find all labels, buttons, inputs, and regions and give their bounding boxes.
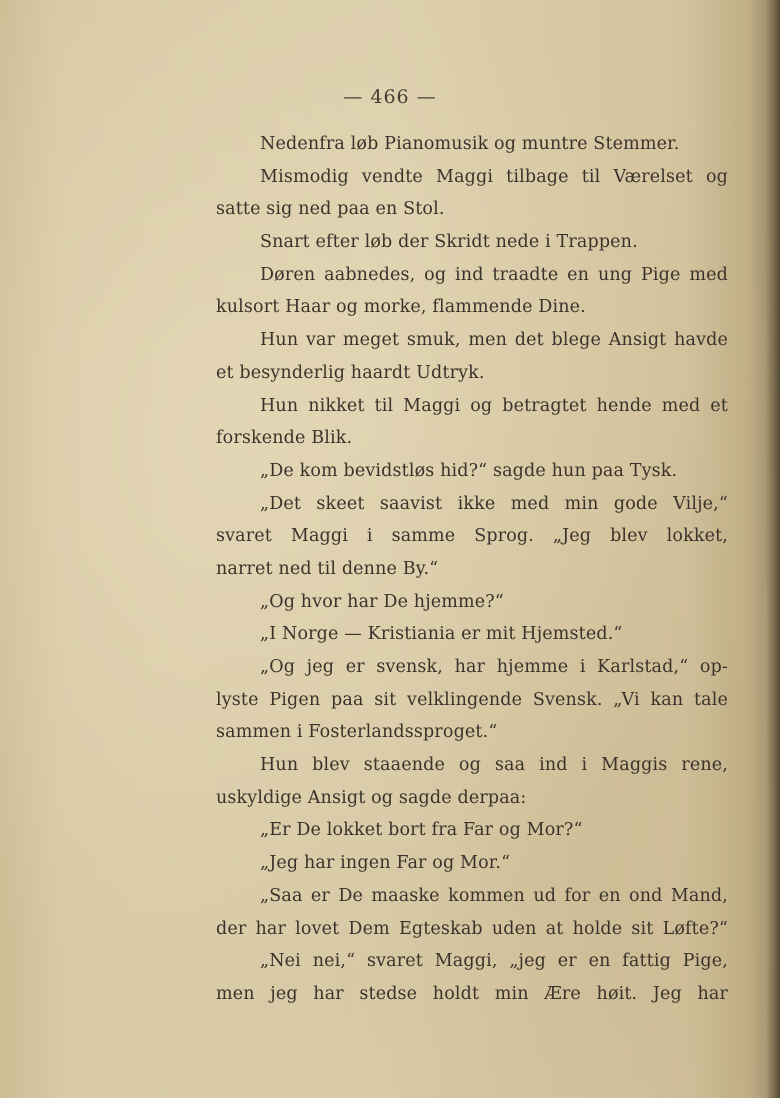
- text-line: „Jeg har ingen Far og Mor.“: [260, 853, 511, 874]
- text-line: „Det skeet saavist ikke med min gode Vilje,“: [260, 493, 728, 514]
- text-line: der har lovet Dem Egteskab uden at holde sit Løfte?“: [216, 918, 728, 939]
- text-line: uskyldige Ansigt og sagde derpaa:: [216, 787, 527, 808]
- text-line: Hun nikket til Maggi og betragtet hende med et: [260, 395, 728, 416]
- text-line: satte sig ned paa en Stol.: [216, 199, 445, 220]
- body-text: [216, 128, 728, 1011]
- text-line: Hun var meget smuk, men det blege Ansigt havde: [260, 330, 728, 351]
- text-line: „Er De lokket bort fra Far og Mor?“: [260, 820, 583, 841]
- text-line: „Nei nei,“ svaret Maggi, „jeg er en fattig Pige,: [260, 951, 728, 972]
- text-line: kulsort Haar og morke, flammende Dine.: [216, 297, 586, 318]
- text-line: „I Norge — Kristiania er mit Hjemsted.“: [260, 624, 623, 645]
- text-line: narret ned til denne By.“: [216, 558, 439, 579]
- text-line: Nedenfra løb Pianomusik og muntre Stemmer.: [260, 134, 680, 154]
- text-line: lyste Pigen paa sit velklingende Svensk. „Vi kan tale: [216, 689, 728, 710]
- text-line: sammen i Fosterlandssproget.“: [216, 722, 498, 743]
- text-line: et besynderlig haardt Udtryk.: [216, 362, 485, 383]
- text-line: men jeg har stedse holdt min Ære høit. Jeg har: [216, 983, 728, 1004]
- text-line: „Saa er De maaske kommen ud for en ond Mand,: [260, 885, 728, 906]
- text-line: „Og jeg er svensk, har hjemme i Karlstad,“ op-: [260, 657, 728, 677]
- text-line: Døren aabnedes, og ind traadte en ung Pige med: [260, 264, 728, 285]
- page-number: — 466 —: [343, 86, 437, 108]
- text-line: forskende Blik.: [216, 428, 353, 449]
- text-line: „Og hvor har De hjemme?“: [260, 591, 504, 612]
- text-line: Hun blev staaende og saa ind i Maggis rene,: [260, 755, 728, 776]
- page-edge-shadow: [766, 0, 780, 1098]
- text-line: Mismodig vendte Maggi tilbage til Værelset og: [260, 166, 728, 187]
- text-line: svaret Maggi i samme Sprog. „Jeg blev lokket,: [216, 526, 728, 547]
- text-line: Snart efter løb der Skridt nede i Trappen.: [260, 232, 638, 253]
- text-line: „De kom bevidstløs hid?“ sagde hun paa Tysk.: [260, 460, 678, 481]
